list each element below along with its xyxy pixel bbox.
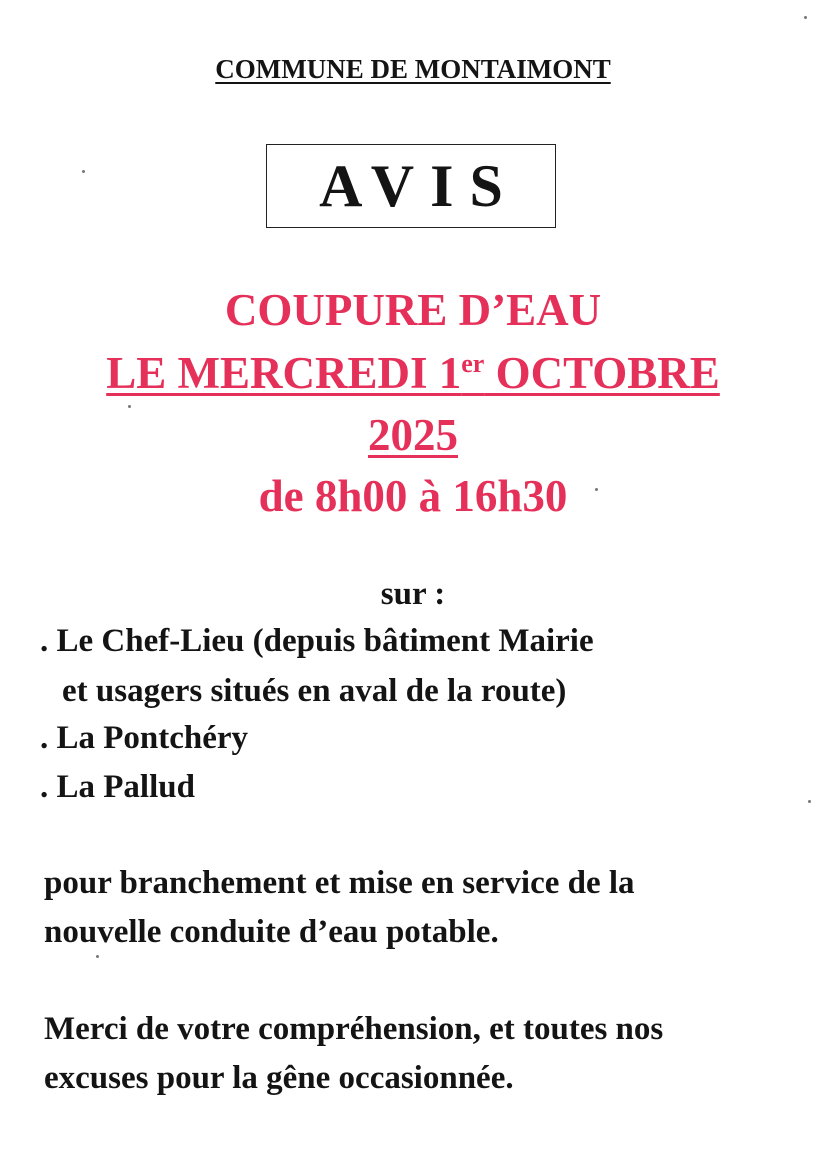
avis-box — [266, 144, 556, 228]
hours-line — [0, 471, 826, 521]
avis-title: AVIS — [319, 152, 519, 219]
location-item-chef-lieu: . Le Chef-Lieu (depuis bâtiment Mairie — [40, 623, 594, 659]
purpose-line-1: pour branchement et mise en service de la — [44, 865, 635, 901]
scan-speck — [82, 170, 85, 173]
purpose-line-2: nouvelle conduite d’eau potable. — [44, 914, 499, 950]
closing-line-2: excuses pour la gêne occasionnée. — [44, 1060, 514, 1096]
year-line — [0, 410, 826, 460]
location-item-chef-lieu-cont: et usagers situés en aval de la route) — [62, 673, 567, 709]
headline-text: COUPURE D’EAU — [224, 285, 602, 335]
commune-title-text: COMMUNE DE MONTAIMONT — [215, 54, 611, 84]
date-prefix: LE MERCREDI 1 — [106, 348, 462, 398]
scan-speck — [804, 16, 807, 19]
date-text — [106, 348, 720, 398]
year-text: 2025 — [368, 410, 458, 460]
location-item-pallud: . La Pallud — [40, 769, 195, 805]
commune-title — [0, 54, 826, 85]
headline — [0, 285, 826, 335]
closing-line-1: Merci de votre compréhension, et toutes nos — [44, 1011, 664, 1047]
date-line — [0, 348, 826, 398]
scan-speck — [128, 405, 131, 408]
date-superscript: er — [461, 349, 485, 378]
scan-speck — [808, 800, 811, 803]
date-suffix: OCTOBRE — [484, 348, 720, 398]
location-item-pontchery: . La Pontchéry — [40, 720, 249, 756]
scan-speck — [96, 955, 99, 958]
scan-speck — [595, 488, 598, 491]
locations-intro: sur : — [380, 576, 446, 612]
hours-text: de 8h00 à 16h30 — [258, 471, 568, 521]
